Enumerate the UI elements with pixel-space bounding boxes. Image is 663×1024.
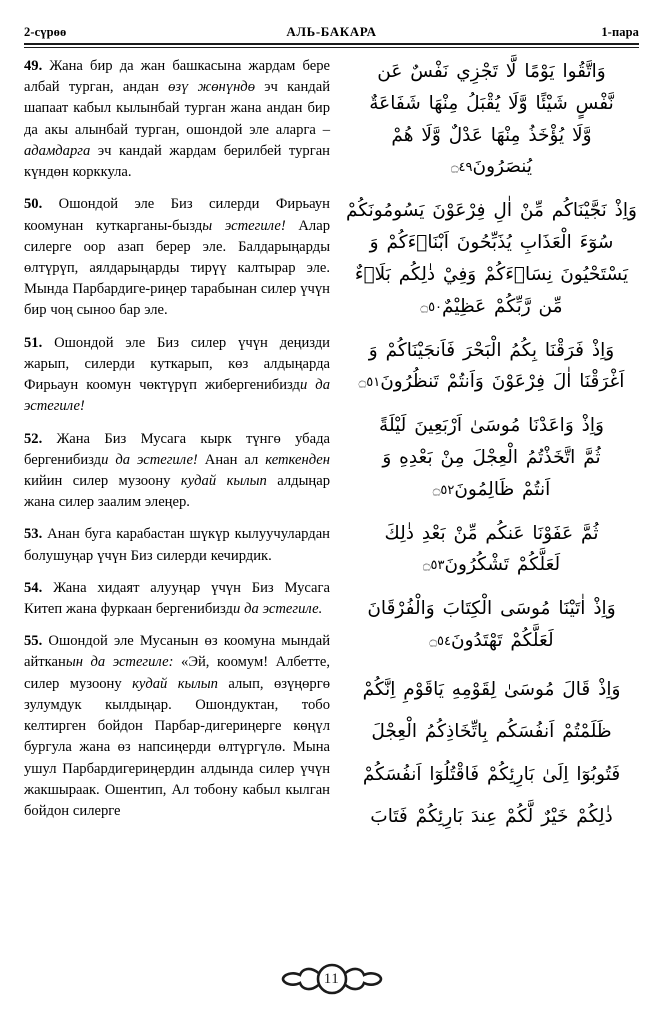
verse-text: Ошондой эле Мусанын өз коомуна мындай айткан bbox=[24, 633, 330, 671]
ayah-line: يُنصَرُونَ۝٤٩ bbox=[344, 151, 639, 183]
verse-text: Ошондой эле Биз силерди Фирьаун коомунан куткарганы-бызд bbox=[24, 196, 330, 234]
verse-text-emphasis: кеткенден bbox=[265, 451, 331, 468]
ayah-line: ظَلَمْتُمْ اَنفُسَكُم بِاتِّخَاذِكُمُ الْعِجْلَ bbox=[371, 721, 612, 743]
verse-text-emphasis: и да эстегиле! bbox=[101, 451, 198, 468]
ayah-line: ثُمَّ عَفَوْنَا عَنكُم مِّنْ بَعْدِ ذٰلِكَ bbox=[384, 522, 599, 544]
verse-paragraph bbox=[24, 578, 330, 620]
verse-text: Ошондой эле Биз силер үчүн деңизди жарып, силерди куткарып, көз алдыңарда Фирьаун коомун чөктүрүп жибергенибизд bbox=[24, 334, 330, 394]
verse-text-emphasis: и да эстегиле! bbox=[24, 377, 330, 415]
ayah-line: اَنتُمْ ظَالِمُونَ۝٥٢ bbox=[344, 474, 639, 506]
ayah-line: ذٰلِكُمْ خَيْرٌ لَّكُمْ عِندَ بَارِئِكُمْ فَتَابَ bbox=[370, 806, 613, 828]
verse-paragraph bbox=[24, 194, 330, 321]
verse-number: 53. bbox=[24, 526, 43, 543]
verse-text: Анан буга карабастан шүкүр кылуучулардан болушуңар үчүн Биз силерди кечирдик. bbox=[24, 526, 330, 564]
verse-number: 49. bbox=[24, 58, 43, 74]
verse-paragraph bbox=[24, 429, 330, 514]
verse-text: кийин силер музоону bbox=[24, 472, 181, 489]
verse-text: эч кандай жардам берилбей турган күндөн корккула. bbox=[24, 142, 330, 181]
ayah-line: وَاِذْ فَرَقْنَا بِكُمُ الْبَحْرَ فَاَنجَيْنَاكُمْ وَ bbox=[368, 339, 615, 361]
verse-text-emphasis: өзү жөнүндө bbox=[168, 79, 255, 96]
ayah-block bbox=[344, 335, 639, 399]
ayah-line: يَسْتَحْيُونَ نِسَاۤءَكُمْ وَفِيْ ذٰلِكُم بَلَاۤءٌ bbox=[354, 263, 629, 285]
ayah-line: اَغْرَقْنَا اٰلَ فِرْعَوْنَ وَاَنتُمْ تَنظُرُونَ۝٥١ bbox=[344, 366, 639, 398]
ayah-number-marker: ۝٤٩ bbox=[450, 160, 473, 176]
verse-text: эч кандай шапаат кабыл кылынбай турган жана андан бир да акы алынбай турган, ошондой эле аларга – bbox=[24, 79, 331, 138]
running-head bbox=[24, 18, 639, 40]
verse-text: алып, өзүңөргө зулумдук кылдыңар. Ошондуктан, тобо келтирген бойдон Парбар-дигериңерге көңүл бургула жана өз напсиңерди өлтүргүлө. Мына ушул Парбардигериңердин алдында силер үчүн жакшыраак. Ошентип, Ал тобону кабыл кылган бойдон силерге bbox=[24, 675, 330, 819]
translation-column bbox=[24, 56, 330, 954]
ayah-number-marker: ۝٥٤ bbox=[429, 634, 451, 649]
ayah-line: ثُمَّ اتَّخَذْتُمُ الْعِجْلَ مِنْ بَعْدِهِ وَ bbox=[382, 446, 601, 468]
verse-text: Жана бир да жан башкасына жардам бере албай турган, андан bbox=[24, 58, 330, 96]
ayah-block bbox=[344, 669, 639, 839]
ayah-block bbox=[344, 195, 639, 322]
verse-number: 51. bbox=[24, 334, 43, 351]
verse-text: Жана хидаят алууңар үчүн Биз Мусага Китеп жана фуркаан бергенибизд bbox=[24, 579, 330, 618]
ayah-line: لَعَلَّكُمْ تَهْتَدُونَ۝٥٤ bbox=[344, 625, 639, 657]
verse-number: 54. bbox=[24, 579, 43, 596]
ayah-block bbox=[344, 410, 639, 505]
ayah-number-marker: ۝٥١ bbox=[358, 375, 381, 391]
verse-paragraph bbox=[24, 524, 330, 566]
verse-text-emphasis: кудай кылып bbox=[180, 472, 267, 489]
ayah-line: سُوٓءَ الْعَذَابِ يُذَبِّحُونَ اَبْنَاۤءَكُمْ وَ bbox=[369, 232, 614, 254]
verse-text-emphasis: и да эстегиле. bbox=[232, 601, 323, 618]
ayah-line: وَاِذْ نَجَّيْنَاكُم مِّنْ اٰلِ فِرْعَوْنَ يَسُومُونَكُمْ bbox=[346, 200, 637, 222]
verse-text-emphasis: ын да эстегиле: bbox=[65, 654, 174, 671]
page-columns bbox=[24, 56, 639, 954]
header-surah-label: 2-сүрөө bbox=[24, 25, 67, 39]
ayah-line: وَاِذْ قَالَ مُوسَىٰ لِقَوْمِهِ يَاقَوْمِ اِنَّكُمْ bbox=[362, 678, 621, 700]
ayah-block bbox=[344, 593, 639, 657]
ayah-number-marker: ۝٥٠ bbox=[420, 299, 443, 315]
header-divider bbox=[24, 43, 639, 48]
ayah-block bbox=[344, 518, 639, 582]
ayah-line: وَاِذْ اٰتَيْنَا مُوسَى الْكِتَابَ وَالْفُرْقَانَ bbox=[367, 598, 616, 620]
verse-text: Алар силерге оор азап берер эле. Балдарыңарды өлтүрүп, аялдарыңарды тирүү калтырар эле. Мында Парбардиге-риңер тарабынан силер үчүн бир чоң сыноо бар эле. bbox=[24, 217, 330, 319]
oval-ornament-icon bbox=[276, 957, 388, 1001]
ayah-line: وَاتَّقُوا يَوْمًا لَّا تَجْزِي نَفْسٌ عَن bbox=[377, 61, 606, 82]
ayah-line: وَاِذْ وَاعَدْنَا مُوسَىٰ اَرْبَعِينَ لَيْلَةً bbox=[379, 415, 604, 437]
ayah-line: نَّفْسٍ شَيْئًا وَّلَا يُقْبَلُ مِنْهَا شَفَاعَةٌ bbox=[369, 92, 614, 114]
page-title: АЛЬ-БАКАРА bbox=[286, 24, 377, 39]
ayah-line: لَعَلَّكُمْ تَشْكُرُونَ۝٥٣ bbox=[344, 549, 639, 581]
verse-text-emphasis: ы эстегиле! bbox=[202, 217, 286, 234]
verse-paragraph bbox=[24, 631, 330, 822]
verse-paragraph bbox=[24, 333, 330, 418]
verse-text: «Эй, коомум! Албетте, силер музоону bbox=[24, 654, 330, 692]
page-footer bbox=[0, 956, 663, 1002]
arabic-column bbox=[344, 56, 639, 954]
verse-number: 55. bbox=[24, 633, 43, 650]
ayah-number-marker: ۝٥٣ bbox=[422, 558, 445, 574]
verse-text-emphasis: кудай кылып bbox=[132, 675, 218, 692]
verse-text: Анан ал bbox=[197, 451, 266, 468]
ayah-line: فَتُوبُوٓا اِلَىٰ بَارِئِكُمْ فَاقْتُلُوٓا اَنفُسَكُمْ bbox=[362, 763, 621, 785]
ayah-number-marker: ۝٥٢ bbox=[432, 482, 455, 498]
ayah-line: مِّن رَّبِّكُمْ عَظِيْمٌ۝٥٠ bbox=[344, 291, 639, 323]
ayah-line: وَّلَا يُؤْخَذُ مِنْهَا عَدْلٌ وَّلَا هُمْ bbox=[391, 124, 592, 146]
header-rule-thin bbox=[24, 47, 639, 48]
ayah-block bbox=[344, 56, 639, 183]
verse-text-emphasis: адамдарга bbox=[24, 142, 91, 159]
verse-number: 52. bbox=[24, 430, 43, 447]
verse-paragraph bbox=[24, 56, 330, 183]
page-number: 11 bbox=[323, 970, 340, 987]
header-juz-label: 1-пара bbox=[601, 25, 639, 39]
verse-number: 50. bbox=[24, 196, 43, 213]
verse-text: алдыңар жана силер заалим элеңер. bbox=[24, 472, 330, 511]
verse-text: Жана Биз Мусага кырк түнгө убада бергенибизд bbox=[24, 430, 330, 468]
